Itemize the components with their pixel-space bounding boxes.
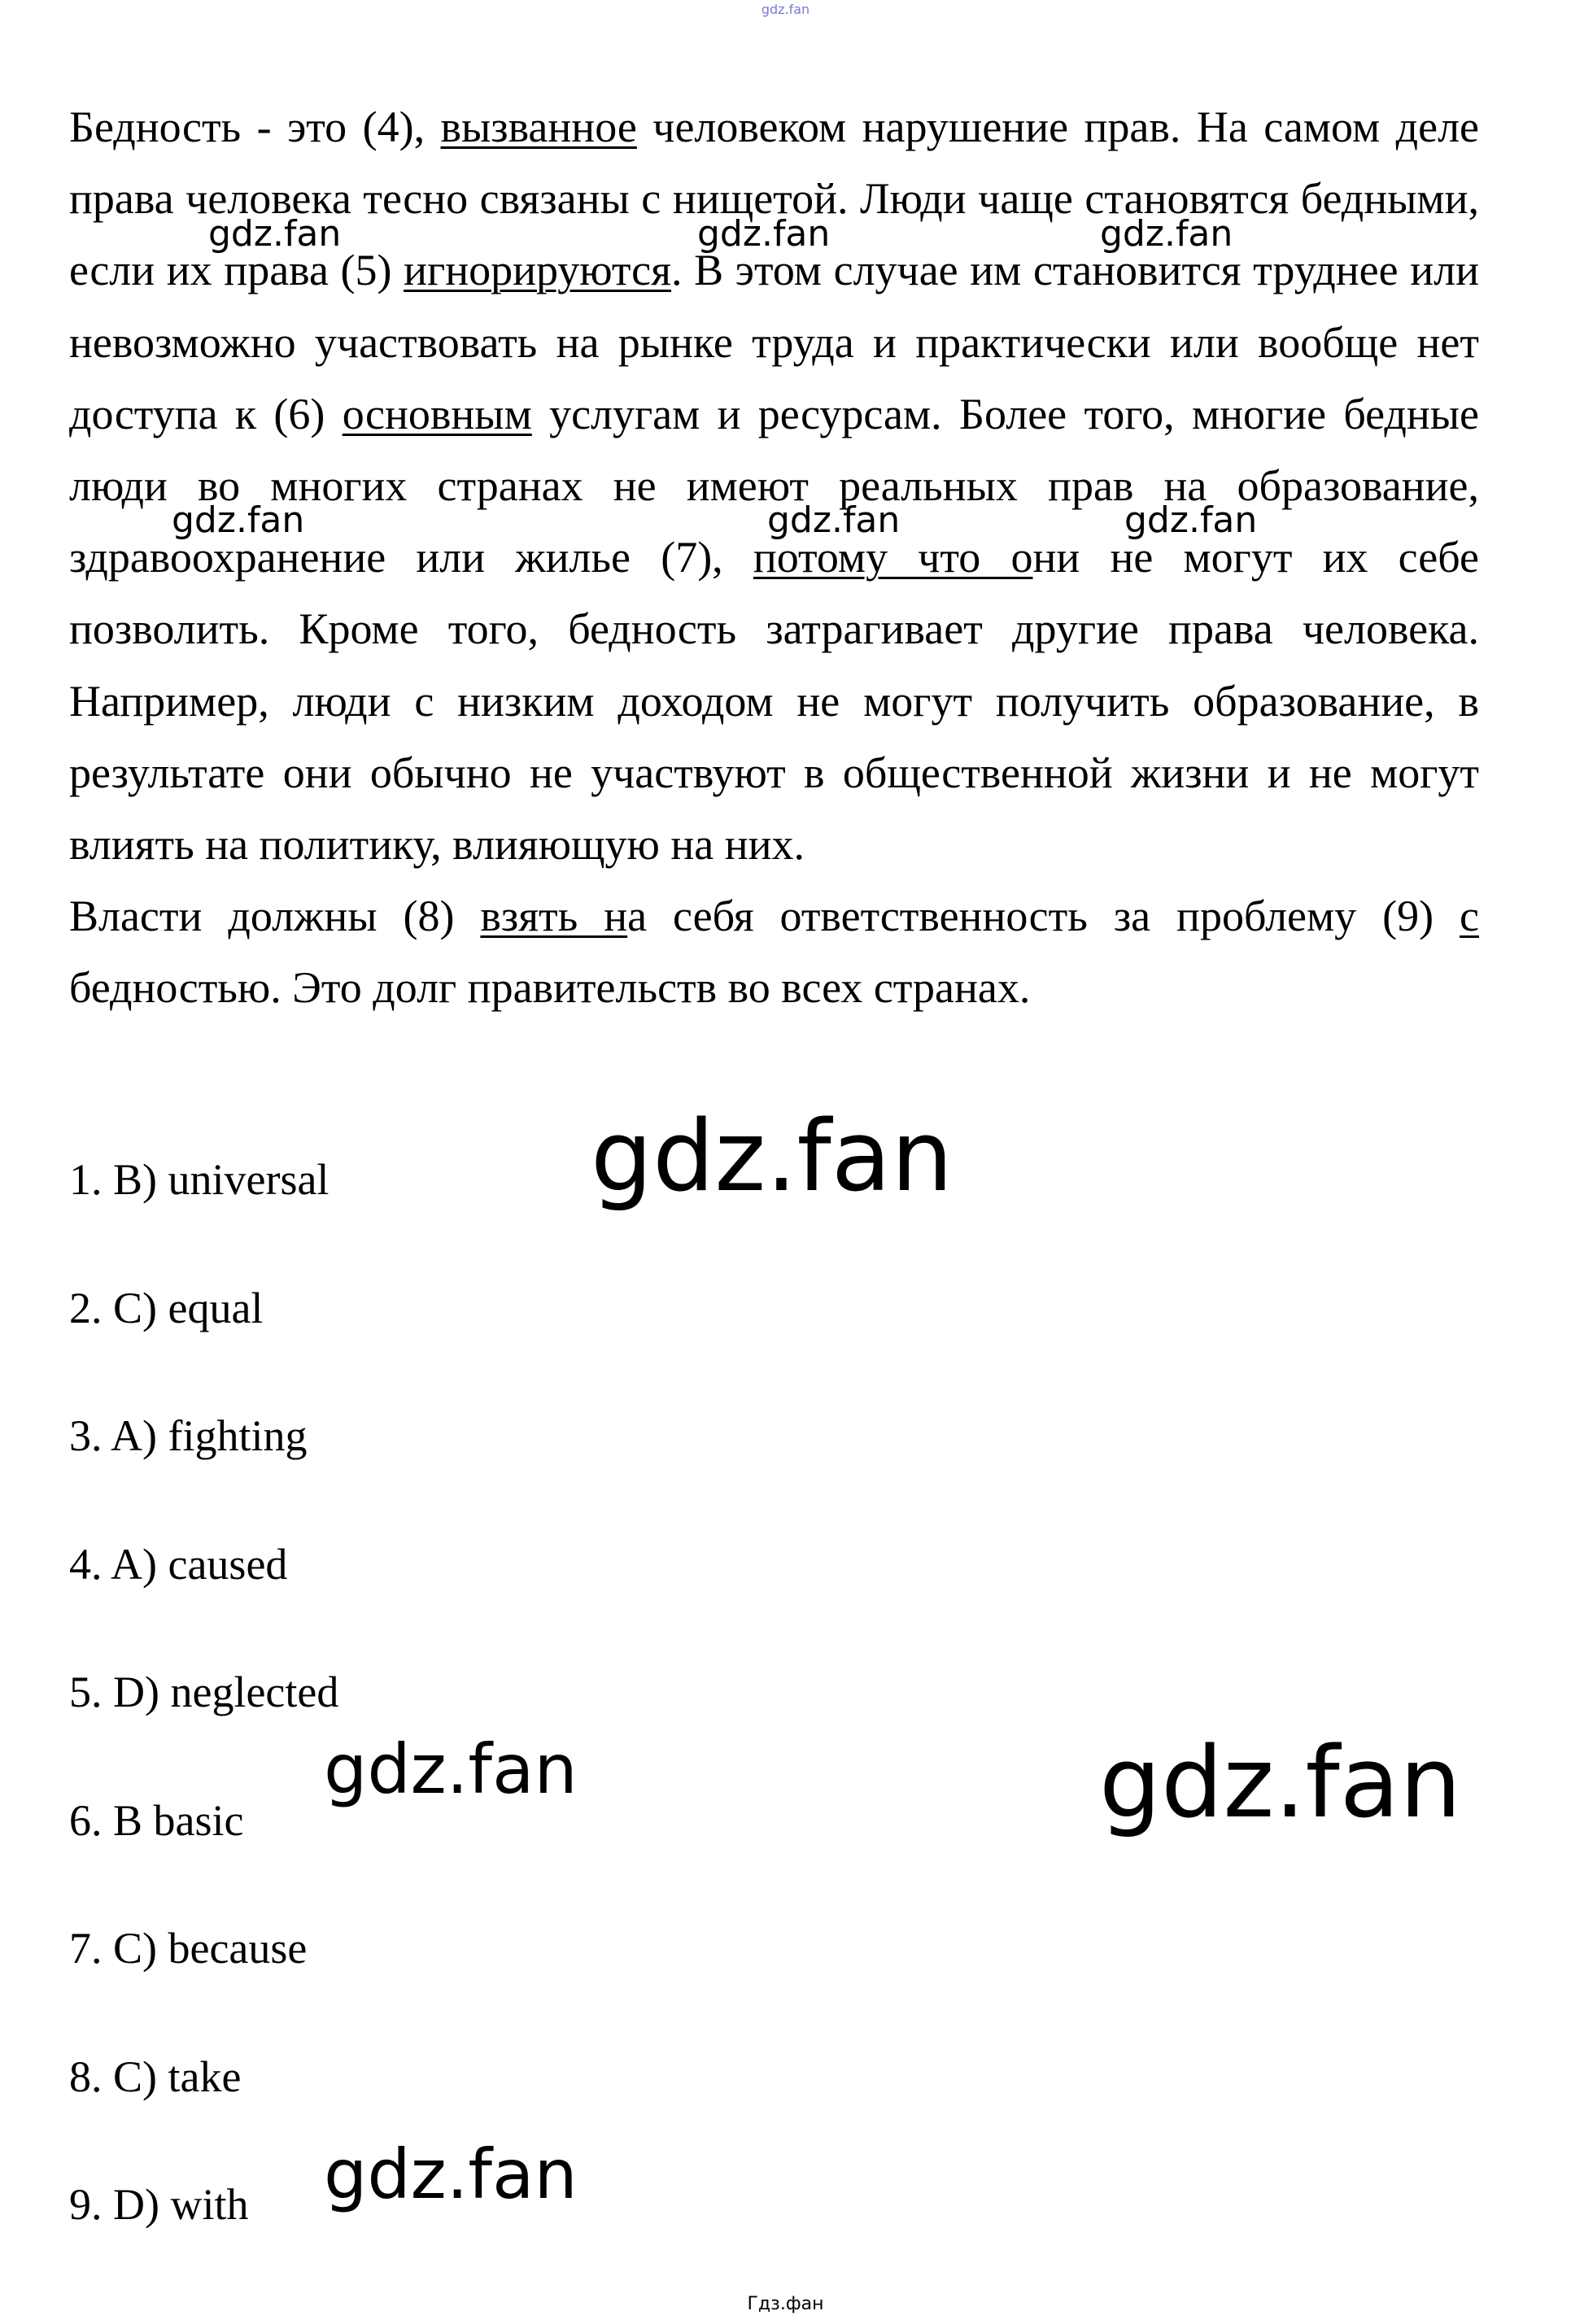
- watermark: gdz.fan: [172, 499, 305, 541]
- answer-item: 7. C) because: [69, 1924, 308, 1973]
- answer-item: 3. A) fighting: [69, 1411, 308, 1460]
- footer-watermark: Гдз.фан: [747, 2294, 824, 2314]
- answer-item: 9. D) with: [69, 2180, 249, 2229]
- answer-item: 2. C) equal: [69, 1283, 264, 1332]
- watermark: gdz.fan: [324, 1729, 578, 1809]
- paragraph-2: [69, 880, 1479, 1023]
- answer-item: 4. A) caused: [69, 1539, 288, 1589]
- header-watermark: gdz.fan: [761, 2, 810, 17]
- answer-item: 8. C) take: [69, 2051, 242, 2101]
- watermark: gdz.fan: [697, 213, 831, 255]
- watermark: gdz.fan: [1099, 1727, 1462, 1840]
- text-segment: услугам и ресурсам. Более того, многие бедные люди во многих странах не имеют реальных прав на образование, здравоохранение или жилье (7),: [69, 389, 1479, 582]
- answer-list: [69, 1153, 338, 2307]
- underlined-word: взять н: [480, 892, 628, 941]
- text-segment: человеком нарушение прав. На самом деле права человека тесно связаны с нищетой. Люди чаще становятся бедными, если их права (5): [69, 102, 1480, 295]
- underlined-word: потому что о: [753, 533, 1033, 582]
- text-segment: . В этом случае им становится труднее или невозможно участвовать на рынке труда и практически или вообще нет доступа к (6): [69, 246, 1479, 438]
- watermark: gdz.fan: [767, 499, 901, 541]
- underlined-word: основным: [342, 389, 532, 438]
- watermark: gdz.fan: [324, 2134, 578, 2214]
- watermark: gdz.fan: [208, 213, 342, 255]
- watermark: gdz.fan: [591, 1101, 954, 1214]
- underlined-word: вызванное: [440, 102, 637, 151]
- underlined-word: игнорируются: [404, 246, 671, 295]
- watermark: gdz.fan: [1100, 213, 1233, 255]
- paragraph-1: [69, 91, 1479, 880]
- text-segment: бедностью. Это долг правительств во всех странах.: [69, 963, 1031, 1013]
- text-segment: Власти должны (8): [69, 892, 481, 941]
- answer-item: 5. D) neglected: [69, 1668, 339, 1716]
- answer-item: 6. B basic: [69, 1795, 244, 1845]
- text-segment: Бедность - это (4),: [69, 102, 441, 151]
- text-segment: ни не могут их себе позволить. Кроме того, бедность затрагивает другие права человека. Например, люди с низким доходом не могут получить образование, в результате они обычно не участвуют в общественной жизни и не могут влиять на политику, влияющую на них.: [69, 533, 1480, 870]
- watermark: gdz.fan: [1124, 499, 1258, 541]
- underlined-word: с: [1460, 892, 1479, 941]
- text-segment: а себя ответственность за проблему (9): [627, 892, 1460, 941]
- answer-item: 1. B) universal: [69, 1155, 329, 1204]
